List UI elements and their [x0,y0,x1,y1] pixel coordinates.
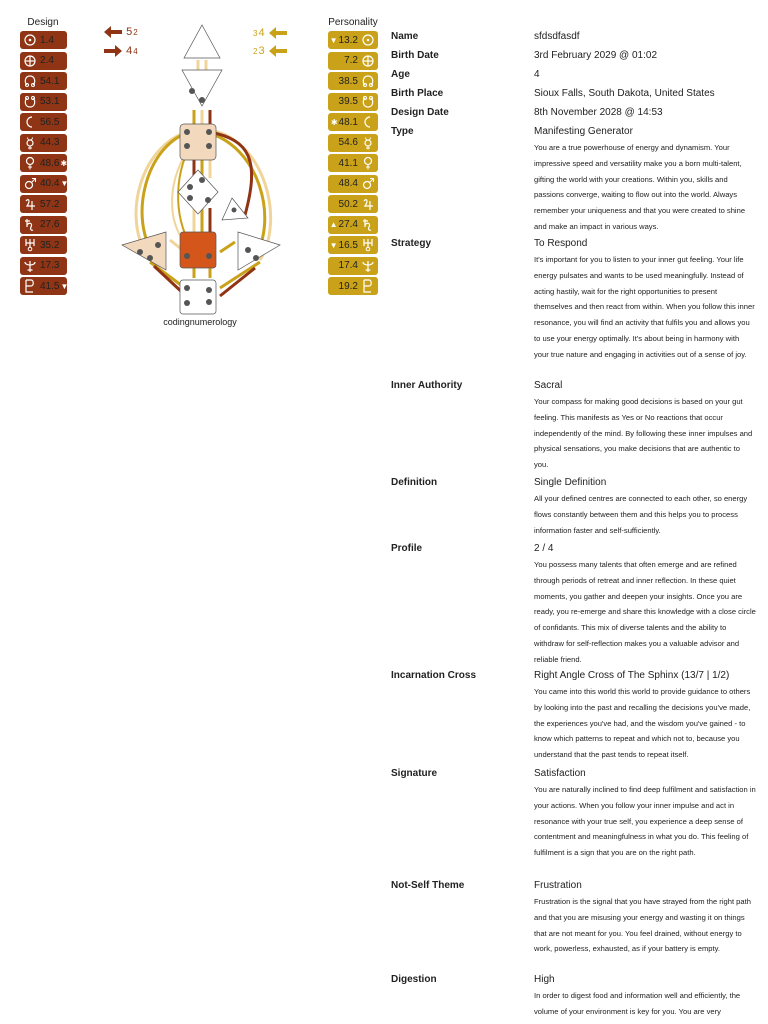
planet-value: 53.1 [40,96,60,107]
personality-planet-row [328,134,378,152]
info-label: Profile [391,543,423,554]
info-value: High [534,974,555,985]
info-label: Signature [391,768,438,779]
variable-left-bottom: 44 [103,44,138,58]
info-description: Your compass for making good decisions is based on your gut feeling. This manifests as Yes or No reactions that occur independently of the mind. By following these inner impulses and physical sensations, you make decisions that are authentic to you. [534,397,753,470]
info-description: In order to digest food and information well and efficiently, the volume of your environment is key for you. You are very [534,991,741,1016]
info-description: You are naturally inclined to find deep fulfilment and satisfaction in your actions. When you follow your inner impulse and act in resonance with your true self, you experience a deep sense of contentment and meaningfulness in what you do. This feeling of fulfilment is a sign that you are on the right path. [534,785,756,858]
info-description: You possess many talents that often emerge and are refined through periods of retreat and inner reflection. In these quiet moments, you gather and deepen your insights. Once you are ready, you re-emerge and share this knowledge with a close circle of confidants. This mix of diverse talents and the ability to withdraw for self-reflection makes you a valuable advisor and reliable friend. [534,560,756,664]
design-planet-row [20,257,67,275]
jupiter-icon [23,197,37,211]
planet-mark: ▲ [329,220,338,229]
info-row-strategy [391,238,756,363]
design-planet-row [20,236,67,254]
info-label: Birth Date [391,50,439,61]
info-value: To Respond [534,238,588,249]
info-label: Definition [391,477,438,488]
planet-value: 54.6 [338,137,358,148]
info-label: Name [391,31,419,42]
design-planet-row [20,72,67,90]
bodygraph-chart [110,20,295,320]
info-row-inner-authority [391,380,756,473]
uranus-icon [23,238,37,252]
design-planet-row [20,154,67,172]
sun-icon [23,33,37,47]
south-node-icon [23,95,37,109]
info-row-incarnation-cross [391,670,756,763]
info-value: Single Definition [534,477,607,488]
info-row-birth-date [391,50,756,61]
personality-planet-row [328,93,378,111]
earth-icon [361,54,375,68]
mercury-icon [361,136,375,150]
personality-planet-row [328,195,378,213]
planet-value: 16.5 [338,239,358,251]
planet-value: 54.1 [40,75,60,87]
personality-planet-row [328,175,378,193]
planet-value: 27.4 [338,219,358,230]
info-label: Not-Self Theme [391,880,465,891]
saturn-icon [23,218,37,232]
north-node-icon [361,74,375,88]
planet-value: 7.2 [344,55,358,66]
info-value: Sioux Falls, South Dakota, United States [534,88,715,99]
g-center [178,170,218,214]
planet-value: 19.2 [338,280,358,292]
design-planet-row [20,175,67,193]
personality-planet-row [328,216,378,234]
planet-mark: ✱ [60,158,68,168]
planet-value: 41.1 [338,157,358,169]
earth-icon [23,54,37,68]
personality-planet-row [328,236,378,254]
mars-icon [361,177,375,191]
planet-value: 2.4 [40,55,54,66]
planet-mark: ▼ [329,240,338,250]
sun-icon [361,33,375,47]
info-description: Frustration is the signal that you have strayed from the right path and that you are misusing your energy and wasting it on things that are not meant for you. You feel drained, without energy to work, powerless, exhausted, as if your battery is empty. [534,897,751,954]
info-value: Right Angle Cross of The Sphinx (13/7 | 1/2) [534,670,730,681]
jupiter-icon [361,197,375,211]
design-planet-row [20,52,67,70]
sacral-center [180,232,216,268]
info-value: Satisfaction [534,768,586,779]
info-row-signature [391,768,756,861]
venus-icon [361,156,375,170]
personality-title: Personality [328,17,378,28]
variable-right-bottom: 23 [253,44,288,58]
design-planet-row [20,113,67,131]
planet-value: 56.5 [40,116,60,128]
info-value: Frustration [534,880,582,891]
planet-value: 48.1 [338,116,358,128]
info-row-not-self-theme [391,880,756,957]
planet-value: 40.4 [40,178,60,189]
bodygraph-label: codingnumerology [163,317,237,327]
design-planet-row [20,216,67,234]
info-label: Strategy [391,238,432,249]
info-row-age [391,69,756,80]
planet-value: 17.3 [40,260,60,271]
saturn-icon [361,218,375,232]
personality-planet-row [328,52,378,70]
info-row-profile [391,543,756,668]
south-node-icon [361,95,375,109]
personality-planet-row [328,277,378,295]
planet-value: 38.5 [338,75,358,87]
info-label: Birth Place [391,88,444,99]
planet-value: 35.2 [40,239,60,251]
planet-value: 39.5 [338,96,358,107]
info-label: Inner Authority [391,380,463,391]
mars-icon [23,177,37,191]
info-value: 8th November 2028 @ 14:53 [534,107,663,118]
planet-value: 57.2 [40,198,60,210]
personality-planet-row [328,72,378,90]
planet-value: 41.5 [40,280,60,292]
design-planet-row [20,31,67,49]
info-label: Type [391,126,414,137]
personality-planet-row [328,257,378,275]
info-row-design-date [391,107,756,118]
personality-planet-row [328,31,378,49]
throat-center [180,124,216,160]
personality-planet-row [328,154,378,172]
planet-mark: ▼ [60,281,69,291]
planet-value: 48.6 [40,157,60,169]
variable-right-top: 34 [253,26,288,40]
pluto-icon [23,279,37,293]
personality-planet-row [328,113,378,131]
uranus-icon [361,238,375,252]
variable-left-top: 52 [103,25,138,39]
pluto-icon [361,279,375,293]
design-planet-list [20,31,67,298]
info-row-type [391,126,756,235]
planet-value: 50.2 [338,198,358,210]
planet-value: 1.4 [40,34,54,46]
north-node-icon [23,74,37,88]
info-value: sfdsdfasdf [534,31,580,42]
planet-value: 44.3 [40,137,60,148]
info-value: Manifesting Generator [534,126,633,137]
moon-icon [23,115,37,129]
planet-mark: ▼ [60,179,69,188]
neptune-icon [361,259,375,273]
info-value: 3rd February 2029 @ 01:02 [534,50,658,61]
info-row-definition [391,477,756,538]
info-value: Sacral [534,380,563,391]
info-row-birth-place [391,88,756,99]
planet-value: 13.2 [338,34,358,46]
planet-mark: ▼ [329,35,338,45]
planet-value: 48.4 [338,178,358,189]
personality-planet-list [328,31,378,298]
info-row-name [391,31,756,42]
spleen-center [122,232,166,270]
info-description: You came into this world this world to provide guidance to others by looking into the past and recalling the decisions you've made, the experiences you've had, and the wisdom you've gained - to know which patterns to repeat and which not to, because you understand that the past tends to repeat itself. [534,687,751,760]
info-label: Incarnation Cross [391,670,477,681]
info-label: Age [391,69,410,80]
head-center [184,25,220,58]
moon-icon [361,115,375,129]
design-title: Design [27,17,59,28]
info-label: Digestion [391,974,437,985]
info-value: 4 [534,69,540,80]
mercury-icon [23,136,37,150]
root-center [180,280,216,314]
info-description: It's important for you to listen to your inner gut feeling. Your life energy pulsates and wants to be used meaningfully. Instead of acting hastily, wait for the right opportunities to present themselves and then react from within. When you follow this inner resonance, you will find an activity that fulfils you and allows you to use your energy optimally. It's about being in harmony with your true nature and engaging in activities out of a sense of joy. [534,255,755,359]
info-description: You are a true powerhouse of energy and dynamism. Your impressive speed and versatility make you a born multi-talent, gifting the world with your creations. Within you, skills and passions converge, waiting to flow out into the world. Always remember your uniqueness and that you were created to shine and make an impact in various ways. [534,143,746,231]
design-planet-row [20,134,67,152]
venus-icon [23,156,37,170]
info-row-digestion [391,974,756,1020]
planet-value: 17.4 [338,260,358,271]
info-label: Design Date [391,107,449,118]
planet-mark: ✱ [330,117,338,127]
info-value: 2 / 4 [534,543,554,554]
info-description: All your defined centres are connected to each other, so energy flows constantly between them and this helps you to process information faster and self-sufficiently. [534,494,748,535]
neptune-icon [23,259,37,273]
planet-value: 27.6 [40,219,60,230]
design-planet-row [20,277,67,295]
design-planet-row [20,93,67,111]
design-planet-row [20,195,67,213]
